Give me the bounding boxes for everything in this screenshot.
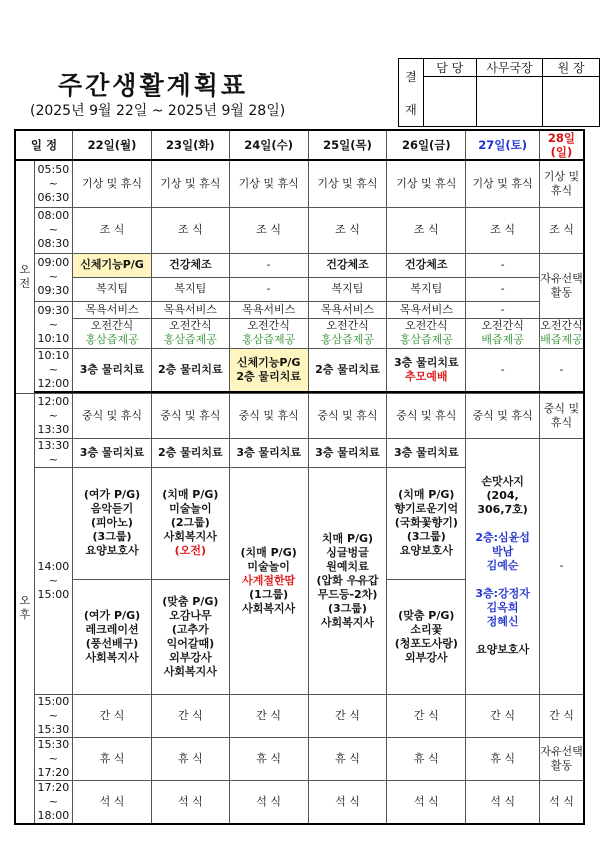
column-header-schedule: 일 정: [15, 130, 73, 160]
schedule-cell: -: [539, 438, 584, 694]
schedule-cell: 오전간식 홍삼즙제공: [73, 318, 152, 348]
schedule-cell: 오전간식 홍삼즙제공: [308, 318, 387, 348]
time-slot: 09:00 ~ 09:30: [34, 253, 72, 301]
approval-side-label: 결 재: [399, 59, 424, 127]
schedule-cell: 복지팀: [151, 277, 229, 301]
schedule-cell-program: 치매 P/G) 싱글벙글 원예치료 (압화 우유갑 무드등-2차) (3그룹) 사회복지사: [308, 467, 387, 694]
schedule-cell: 중식 및 휴식: [387, 393, 466, 438]
schedule-cell: 건강체조: [387, 253, 466, 277]
schedule-cell: 기상 및 휴식: [539, 160, 584, 207]
time-slot: 17:20 ~ 18:00: [34, 780, 72, 824]
time-slot: 14:00 ~ 15:00: [34, 467, 72, 694]
time-slot: 15:30 ~ 17:20: [34, 737, 72, 780]
column-header-tue: 23일(화): [151, 130, 229, 160]
schedule-cell: 조 식: [151, 207, 229, 253]
schedule-cell: -: [466, 253, 540, 277]
schedule-cell-program: (여가 P/G) 음악듣기 (피아노) (3그룹) 요양보호사: [73, 467, 152, 579]
schedule-cell: 중식 및 휴식: [151, 393, 229, 438]
schedule-cell: -: [229, 277, 308, 301]
schedule-cell: 휴 식: [466, 737, 540, 780]
time-slot: 05:50 ~ 06:30: [34, 160, 72, 207]
signature-cell[interactable]: [476, 77, 543, 127]
period-label-am: 오 전: [15, 160, 34, 393]
schedule-cell: 3층 물리치료 추모예배: [387, 348, 466, 392]
schedule-cell: 목욕서비스: [308, 301, 387, 318]
schedule-cell: 복지팀: [308, 277, 387, 301]
schedule-cell: 중식 및 휴식: [73, 393, 152, 438]
period-label-pm: 오 후: [15, 393, 34, 824]
schedule-cell: 휴 식: [73, 737, 152, 780]
schedule-cell: 조 식: [387, 207, 466, 253]
schedule-cell: 간 식: [466, 694, 540, 737]
schedule-cell: 3층 물리치료: [73, 348, 152, 392]
column-header-thu: 25일(목): [308, 130, 387, 160]
schedule-cell: 휴 식: [387, 737, 466, 780]
schedule-cell: 간 식: [151, 694, 229, 737]
column-header-fri: 26일(금): [387, 130, 466, 160]
column-header-mon: 22일(월): [73, 130, 152, 160]
schedule-cell: 간 식: [73, 694, 152, 737]
schedule-cell-highlight: 신체기능P/G: [73, 253, 152, 277]
schedule-cell: -: [539, 348, 584, 392]
schedule-cell: 자유선택 활동: [539, 253, 584, 318]
schedule-cell: 중식 및 휴식: [539, 393, 584, 438]
schedule-cell: 휴 식: [308, 737, 387, 780]
time-slot: 10:10 ~ 12:00: [34, 348, 72, 392]
schedule-cell-program: (치매 P/G) 향기로운기억 (국화꽃향기) (3그룹) 요양보호사: [387, 467, 466, 579]
approval-role-staff: 담 당: [423, 59, 476, 77]
approval-role-secretary: 사무국장: [476, 59, 543, 77]
schedule-cell: 조 식: [466, 207, 540, 253]
schedule-cell-saturday-program: 손맛사지 (204, 306,7호) 2층:심윤섭 박남 김예순 3층:강정자 김옥희 정혜신 요양보호사: [466, 438, 540, 694]
schedule-cell: 석 식: [539, 780, 584, 824]
schedule-cell: 조 식: [308, 207, 387, 253]
schedule-cell: 오전간식 배즙제공: [540, 319, 583, 346]
approval-role-director: 원 장: [543, 59, 600, 77]
schedule-cell-highlight: 신체기능P/G 2층 물리치료: [229, 348, 308, 392]
schedule-cell: 3층 물리치료: [387, 438, 466, 467]
schedule-cell: -: [466, 348, 540, 392]
schedule-cell: -: [466, 277, 540, 301]
schedule-cell: 목욕서비스: [73, 301, 152, 318]
time-slot: 12:00 ~ 13:30: [34, 393, 72, 438]
column-header-sun: 28일(일): [539, 130, 584, 160]
time-slot: 09:30 ~ 10:10: [34, 301, 72, 348]
schedule-cell: 중식 및 휴식: [308, 393, 387, 438]
schedule-cell: 목욕서비스: [387, 301, 466, 318]
schedule-cell: 2층 물리치료: [151, 438, 229, 467]
weekly-schedule-table: [14, 129, 585, 825]
schedule-cell: 조 식: [73, 207, 152, 253]
schedule-cell: -: [229, 253, 308, 277]
schedule-cell: 오전간식 홍삼즙제공: [387, 318, 466, 348]
schedule-cell: 자유선택 활동: [539, 737, 584, 780]
schedule-cell-program: (맞춤 P/G) 소리꽃 (청포도사랑) 외부강사: [387, 579, 466, 694]
schedule-cell: 건강체조: [151, 253, 229, 277]
schedule-cell: 석 식: [151, 780, 229, 824]
schedule-cell: 기상 및 휴식: [308, 160, 387, 207]
schedule-cell: 석 식: [308, 780, 387, 824]
schedule-cell: 복지팀: [73, 277, 152, 301]
schedule-cell: 간 식: [539, 694, 584, 737]
schedule-cell: 휴 식: [229, 737, 308, 780]
schedule-cell: 조 식: [539, 207, 584, 253]
schedule-cell: 중식 및 휴식: [229, 393, 308, 438]
time-slot: 08:00 ~ 08:30: [34, 207, 72, 253]
date-range: (2025년 9월 22일 ~ 2025년 9월 28일): [30, 103, 286, 119]
schedule-cell-program: (치매 P/G) 미술놀이 (2그룹) 사회복지사 (오전): [151, 467, 229, 579]
schedule-cell: 3층 물리치료: [308, 438, 387, 467]
schedule-cell: 간 식: [229, 694, 308, 737]
signature-cell[interactable]: [543, 77, 600, 127]
schedule-cell: 오전간식 배즙제공: [466, 318, 540, 348]
schedule-cell: 2층 물리치료: [308, 348, 387, 392]
schedule-cell: 오전간식 홍삼즙제공: [151, 318, 229, 348]
time-slot: 15:00 ~ 15:30: [34, 694, 72, 737]
schedule-cell: 석 식: [466, 780, 540, 824]
schedule-cell: 휴 식: [151, 737, 229, 780]
schedule-cell: 목욕서비스: [151, 301, 229, 318]
schedule-cell-program: (치매 P/G) 미술놀이 사계절한땀 (1그룹) 사회복지사: [229, 467, 308, 694]
schedule-cell: 3층 물리치료: [229, 438, 308, 467]
schedule-cell: 복지팀: [387, 277, 466, 301]
schedule-cell: 목욕서비스: [229, 301, 308, 318]
schedule-cell: 석 식: [387, 780, 466, 824]
schedule-cell: 건강체조: [308, 253, 387, 277]
column-header-sat: 27일(토): [466, 130, 540, 160]
schedule-cell: 석 식: [229, 780, 308, 824]
schedule-cell: 기상 및 휴식: [387, 160, 466, 207]
time-slot: 13:30 ~: [34, 438, 72, 467]
schedule-cell: 중식 및 휴식: [466, 393, 540, 438]
schedule-cell: 석 식: [73, 780, 152, 824]
schedule-cell: 조 식: [229, 207, 308, 253]
schedule-cell: 3층 물리치료: [73, 438, 152, 467]
signature-cell[interactable]: [423, 77, 476, 127]
schedule-cell: 기상 및 휴식: [466, 160, 540, 207]
schedule-cell: 기상 및 휴식: [151, 160, 229, 207]
schedule-cell: -: [466, 301, 540, 318]
schedule-cell: 간 식: [387, 694, 466, 737]
schedule-cell: 2층 물리치료: [151, 348, 229, 392]
schedule-cell: 오전간식 홍삼즙제공: [229, 318, 308, 348]
schedule-cell: 간 식: [308, 694, 387, 737]
schedule-cell-program: (맞춤 P/G) 오감나무 (고추가 익어갈때) 외부강사 사회복지사: [151, 579, 229, 694]
column-header-wed: 24일(수): [229, 130, 308, 160]
schedule-cell: 기상 및 휴식: [73, 160, 152, 207]
schedule-cell-program: (여가 P/G) 레크레이션 (풍선배구) 사회복지사: [73, 579, 152, 694]
approval-box: [398, 58, 600, 127]
page-title: 주간생활계획표: [58, 71, 249, 100]
schedule-cell: 기상 및 휴식: [229, 160, 308, 207]
